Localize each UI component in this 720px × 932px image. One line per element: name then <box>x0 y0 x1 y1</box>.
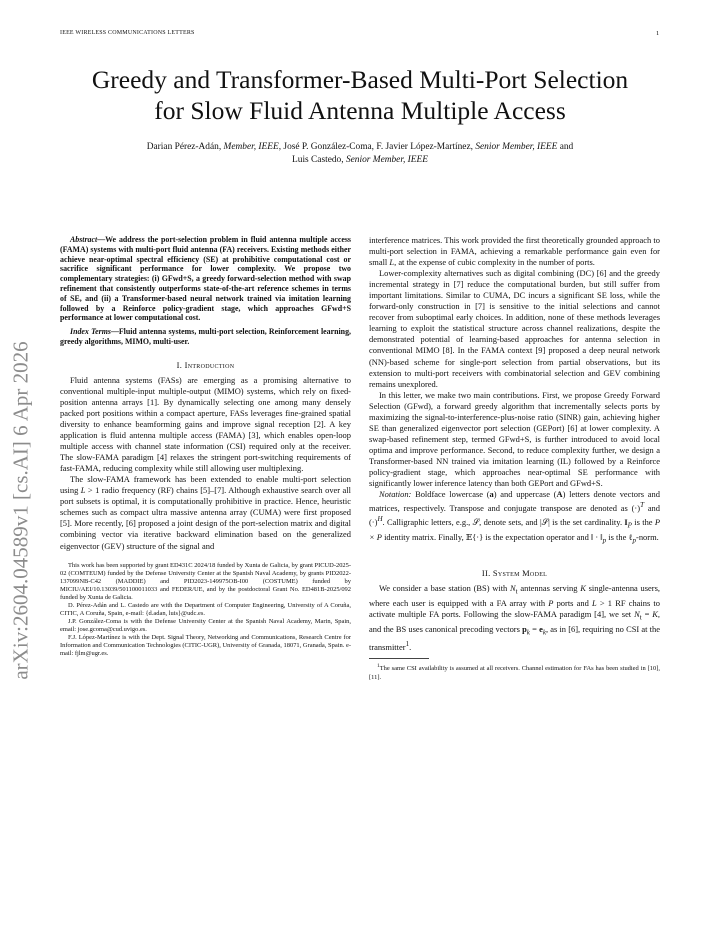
notation-lead: Notation: <box>379 489 412 500</box>
math-subscript: t <box>515 588 518 596</box>
page-number: 1 <box>656 30 660 37</box>
footnote-1 <box>369 662 660 681</box>
text-run: , and the BS uses canonical precoding vectors <box>369 609 660 634</box>
math-symbol: N <box>634 609 640 620</box>
text-run: . Calligraphic letters, e.g., <box>382 516 473 527</box>
author-list <box>50 141 670 166</box>
text-run: single-antenna users, where each user is equipped with a FA array with <box>369 583 660 609</box>
section-heading-system-model <box>369 568 660 579</box>
index-terms-text: —Fluid antenna systems, multi-port selection, Reinforcement learning, greedy algorithms, MIMO, multi-user. <box>60 327 351 346</box>
footnote-text: The same CSI availability is assumed at all receivers. Channel estimation for FAs has been studied in [10], [11]. <box>369 665 660 681</box>
text-run: . <box>409 641 412 652</box>
section-numeral: I. <box>176 359 185 370</box>
math-subscript: k <box>542 628 546 637</box>
math-symbol: T <box>640 501 644 510</box>
title-line-1: Greedy and Transformer-Based Multi-Port Selection <box>91 65 629 94</box>
math-subscript: k <box>526 628 530 637</box>
math-symbol: a <box>489 489 494 500</box>
math-symbol: N <box>510 583 516 594</box>
intro-paragraph-1: Fluid antenna systems (FASs) are emerging as a promising alternative to conventional multiple-input multiple-output (MIMO) systems, which rely on fixed-position antenna arrays [1]. By dynamically selecting one among many densely packed port positions within a compact aperture, FASs leverages fine-grained spatial diversity to enhance beamforming gains and improve signal reception [2]. A key application is fluid antenna multiple access (FAMA) [3], which enables open-loop multiple access with channel state information (CSI) required only at the receiver. The slow-FAMA paradigm [4] relaxes the stringent port-switching requirements of fast-FAMA, reducing complexity while still allowing user multiplexing. <box>60 374 351 474</box>
intro-paragraph-3 <box>369 235 660 268</box>
math-symbol: p <box>602 536 607 545</box>
text-run: is the <box>631 516 655 527</box>
math-symbol: e <box>539 623 543 634</box>
text-run: -norm. <box>636 531 659 542</box>
author-3-name: Luis Castedo, <box>292 154 346 165</box>
section-heading-introduction <box>60 360 351 371</box>
text-run: ) letters denote vectors and matrices, respectively. Transpose and conjugate transpose are denoted as (·) <box>369 489 660 513</box>
text-run: , as in [6], requiring no CSI at the transmitter <box>369 623 660 652</box>
text-run: , at the expense of cubic complexity in the number of ports. <box>394 257 595 268</box>
footnote-mark: 1 <box>377 663 380 670</box>
math-symbol: p <box>522 623 527 634</box>
math-symbol: K <box>652 609 658 620</box>
text-run: , denote sets, and | <box>479 516 542 527</box>
math-symbol: I <box>624 516 628 527</box>
abstract <box>60 235 351 323</box>
author-line-2 <box>50 154 670 167</box>
text-run: > 1 radio frequency (RF) chains [5]–[7]. Although exhaustive search over all port subsets is optimal, it is computationally prohibitive in practice. Hence, heuristic schemes such as compact ultra massive antenna array (CUMA) were first proposed [5]. More recently, [6] proposed a joint design of the port-selection matrix and digital combining vector via iterative backward elimination based on the generalized eigenvector (GEV) structure of the signal and <box>60 485 351 551</box>
journal-header: IEEE WIRELESS COMMUNICATIONS LETTERS <box>60 30 195 36</box>
math-symbol: P <box>627 521 632 530</box>
math-symbol: K <box>580 583 586 594</box>
abstract-text: —We address the port-selection problem in fluid antenna multiple access (FAMA) systems with multi-port fluid antenna (FA) receivers. Existing methods either achieve near-optimal spectral efficiency (SE) at prohibitive computational cost or sacrifice significant performance for lower complexity. We propose two complementary strategies: (i) GFwd+S, a greedy forward-selection method with swap refinement that consistently outperforms state-of-the-art reference schemes in terms of SE, and (ii) a Transformer-based neural network trained via imitation learning followed by a Reinforce policy-gradient stage, which approaches GFwd+S performance at lower computational cost. <box>60 235 351 323</box>
math-symbol: 𝒮 <box>472 516 480 527</box>
section-numeral: II. <box>481 568 493 579</box>
footnote-rule <box>369 658 429 659</box>
text-run: ports and <box>553 598 592 609</box>
author-2-name: José P. González-Coma, F. Javier López-Martínez, <box>281 142 476 152</box>
system-model-paragraph-1 <box>369 583 660 652</box>
math-symbol: P <box>548 598 554 609</box>
text-run: ) and uppercase ( <box>493 489 557 500</box>
left-column <box>60 235 351 658</box>
math-symbol: L <box>80 485 86 496</box>
affiliation-footnote-2: J.P. González-Coma is with the Defense University Center at the Spanish Naval Academy, Marin, Spain, email: jose.gcoma@cud.uvigo.es. <box>60 617 351 633</box>
math-symbol: H <box>377 514 383 523</box>
text-run: Boldface lowercase ( <box>411 489 490 500</box>
text-run: = <box>529 623 540 634</box>
footnotes-left <box>60 562 351 658</box>
index-terms-lead: Index Terms <box>70 327 111 337</box>
intro-paragraph-2 <box>60 474 351 551</box>
index-terms <box>60 327 351 347</box>
text-run: is the <box>606 531 629 542</box>
affiliation-footnote-3: F.J. López-Martínez is with the Dept. Signal Theory, Networking and Communications, Research Centre for Information and Communication Technologies (CITIC-UGR), University of Granada, 18071, Granada, Spain. e-mail: fjlm@ugr.es. <box>60 633 351 657</box>
math-symbol: 𝒮 <box>541 516 549 527</box>
math-symbol: L <box>389 257 395 268</box>
math-symbol: p <box>632 536 637 545</box>
math-symbol: L <box>591 598 597 609</box>
text-run: identity matrix. Finally, 𝔼{·} is the expectation operator and ‖ · ‖ <box>381 531 603 542</box>
notation-paragraph <box>369 489 660 546</box>
paper-title <box>40 64 680 126</box>
intro-paragraph-5: In this letter, we make two main contributions. First, we propose Greedy Forward Selection (GFwd), a forward greedy algorithm that incrementally selects ports by maximizing the signal-to-interference-plus-noise ratio (SINR) gain, achieving higher SE than generalized eigenvector port selection (GEPort) [6] at lower complexity. A swap-based refinement step, termed GFwd+S, is further introduced to avoid local optima and improve performance. Second, to reduce complexity further, we design a Transformer-based NN trained via imitation learning (IL) followed by a Reinforce policy-gradient stage, which approaches near-optimal SE performance with significantly lower inference latency than both GEPort and GFwd+S. <box>369 389 660 489</box>
text-run: = <box>641 609 653 620</box>
funding-footnote: This work has been supported by grant ED431C 2024/18 funded by Xunta de Galicia, by grant PICUD-2025-02 (COMTEUM) funded by the Defense University Center at the Spanish Naval Academy, by grants PID2022-137099NB-C42 (MADDIE) and PID2023-149975OB-I00 (COSTUME) funded by MICIU/AEI/10.13039/501100011033 and FEDER/UE, and by the postdoctoral Grant No. ED481B-2025/092 funded by Xunta de Galicia. <box>60 561 351 601</box>
affiliation-footnote-1: D. Pérez-Adán and L. Castedo are with the Department of Computer Engineering, University of A Coruña, CITIC, A Coruña, Spain, e-mail: {d.adan, luis}@udc.es. <box>60 601 351 617</box>
author-line-1 <box>50 141 670 154</box>
author-3-role: Senior Member, IEEE <box>345 154 428 165</box>
right-column <box>369 235 660 682</box>
arxiv-stamp <box>6 300 36 720</box>
text-run: > 1 RF chains to activate multiple FA ports. Following the slow-FAMA paradigm [4], we set <box>369 598 660 620</box>
math-symbol: P × P <box>369 516 660 542</box>
intro-paragraph-4: Lower-complexity alternatives such as digital combining (DC) [6] and the greedy incremental strategy in [7] reduce the computational burden, but still suffer from important limitations. Similar to CUMA, DC incurs a significant SE loss, while the forward-only construction in [7] is sensitive to the initial selections and cannot recover from suboptimal early choices. In addition, none of these methods leverages learning to exploit the statistical structure across channel realizations, despite the demonstrated potential of learning-based approaches for antenna selection in conventional MIMO [8]. In the FAMA context [9] proposed a deep neural network (NN)-based scheme for single-port selection from partial observations, but its extension to multi-port receivers with combinatorial selection and GEV combining remains unexplored. <box>369 268 660 389</box>
author-1-role: Member, IEEE, <box>223 142 282 152</box>
text-run: and (·) <box>369 502 660 527</box>
title-line-2: for Slow Fluid Antenna Multiple Access <box>154 96 566 125</box>
text-run: We consider a base station (BS) with <box>379 583 511 594</box>
math-symbol: ℓ <box>628 531 633 542</box>
arxiv-stamp-text: arXiv:2604.04589v1 [cs.AI] 6 Apr 2026 <box>8 340 33 680</box>
section-name: Introduction <box>184 359 235 370</box>
footnote-mark: 1 <box>405 639 410 648</box>
abstract-lead: Abstract <box>70 235 98 244</box>
section-name: System Model <box>492 568 548 579</box>
text-run: antennas serving <box>517 583 581 594</box>
text-run: interference matrices. This work provided the first theoretically grounded approach to multi-port selection in FAMA, achieving a remarkable performance gain even for small <box>369 235 660 268</box>
text-run: | is the set cardinality. <box>548 516 625 527</box>
math-symbol: A <box>556 489 563 500</box>
author-and: and <box>557 142 574 152</box>
author-2-role: Senior Member, IEEE <box>475 142 558 152</box>
footnotes-right <box>369 658 660 681</box>
author-1-name: Darian Pérez-Adán, <box>146 142 224 152</box>
math-subscript: t <box>639 613 642 622</box>
text-run: The slow-FAMA framework has been extended to enable multi-port selection using <box>60 474 351 496</box>
